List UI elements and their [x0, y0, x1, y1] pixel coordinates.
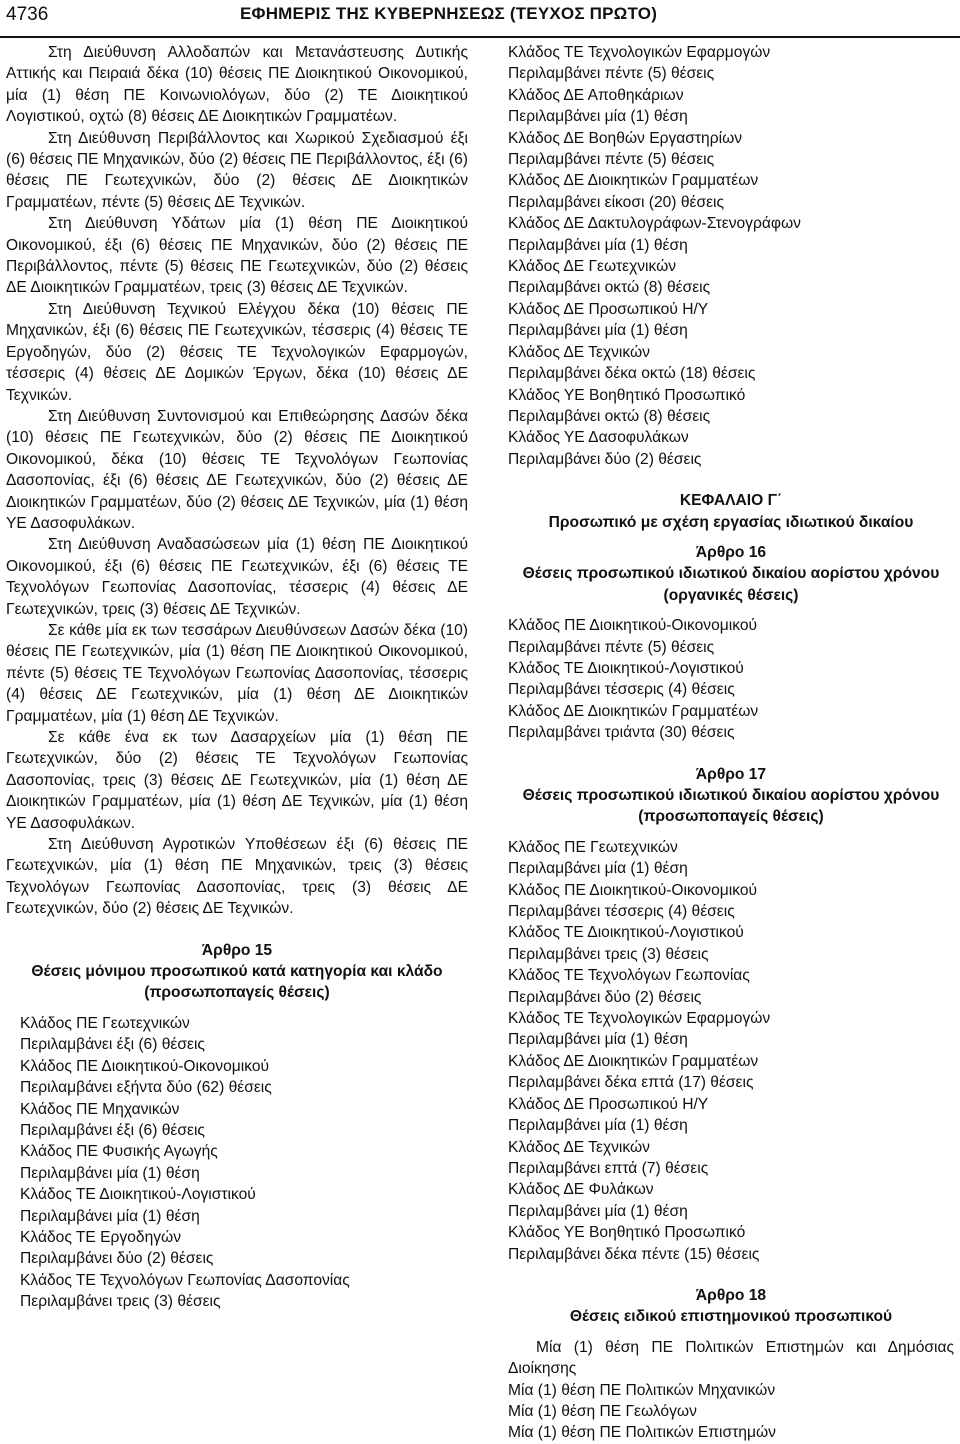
list-item: Περιλαμβάνει δύο (2) θέσεις: [20, 1250, 214, 1268]
list-item: Κλάδος ΔΕ Βοηθών Εργαστηρίων: [508, 129, 743, 147]
list-item: Κλάδος ΔΕ Διοικητικών Γραμματέων: [508, 172, 759, 190]
list-item: Περιλαμβάνει μία (1) θέση: [20, 1164, 200, 1182]
list-item: Κλάδος ΠΕ Γεωτεχνικών: [20, 1014, 190, 1032]
list-item: Κλάδος ΔΕ Διοικητικών Γραμματέων: [508, 1052, 759, 1070]
list-item: Μία (1) θέση ΠΕ Γεωλόγων: [508, 1402, 697, 1420]
journal-title: ΕΦΗΜΕΡΙΣ ΤΗΣ ΚΥΒΕΡΝΗΣΕΩΣ (ΤΕΥΧΟΣ ΠΡΩΤΟ): [240, 4, 658, 23]
chapter-title: ΚΕΦΑΛΑΙΟ Γ΄: [679, 492, 783, 510]
list-item: Περιλαμβάνει είκοσι (20) θέσεις: [508, 193, 724, 211]
list-item: Περιλαμβάνει μία (1) θέση: [20, 1207, 200, 1225]
list-item: Περιλαμβάνει τέσσερις (4) θέσεις: [508, 681, 735, 699]
list-item: Περιλαμβάνει πέντε (5) θέσεις: [508, 638, 715, 656]
list-item: Περιλαμβάνει μία (1) θέση: [508, 860, 688, 878]
page-header: [0, 0, 960, 38]
list-item: Περιλαμβάνει μία (1) θέση: [508, 1202, 688, 1220]
list-item: Κλάδος ΠΕ Γεωτεχνικών: [508, 838, 678, 856]
list-item: Περιλαμβάνει δέκα επτά (17) θέσεις: [508, 1074, 754, 1092]
list-item: Κλάδος ΔΕ Προσωπικού Η/Υ: [508, 300, 709, 318]
list-item: Κλάδος ΤΕ Τεχνολογικών Εφαρμογών: [508, 1010, 771, 1028]
list-item: Περιλαμβάνει έξι (6) θέσεις: [20, 1121, 205, 1139]
chapter-subtitle: Προσωπικό με σχέση εργασίας ιδιωτικού δικαίου: [548, 513, 914, 531]
list-item: Κλάδος ΔΕ Διοικητικών Γραμματέων: [508, 702, 759, 720]
list-item: Κλάδος ΔΕ Τεχνικών: [508, 343, 650, 361]
list-item: Περιλαμβάνει μία (1) θέση: [508, 322, 688, 340]
paragraph: Στη Διεύθυνση Τεχνικού Ελέγχου δέκα (10) θέσεις ΠΕ Μηχανικών, έξι (6) θέσεις ΠΕ Γεωτεχνικών, τέσσερις (4) θέσεις ΤΕ Εργοδηγών, δύο (2) θέσεις ΤΕ Τεχνολογικών Εφαρμογών, τέσσερις (4) θέσεις ΔΕ Δομικών Έργων, δέκα (10) θέσεις ΔΕ Τεχνικών.: [6, 300, 468, 404]
list-item: Κλάδος ΤΕ Διοικητικού-Λογιστικού: [508, 659, 744, 677]
list-item: Κλάδος ΔΕ Γεωτεχνικών: [508, 258, 677, 276]
list-item: Περιλαμβάνει τέσσερις (4) θέσεις: [508, 903, 735, 921]
list-item: Περιλαμβάνει οκτώ (8) θέσεις: [508, 279, 711, 297]
list-item: Κλάδος ΤΕ Τεχνολόγων Γεωπονίας Δασοπονίας: [20, 1271, 350, 1289]
list-item: Περιλαμβάνει τρεις (3) θέσεις: [508, 945, 709, 963]
list-item: Περιλαμβάνει δύο (2) θέσεις: [508, 450, 702, 468]
paragraph: Στη Διεύθυνση Αναδασώσεων μία (1) θέση ΠΕ Διοικητικού Οικονομικού, έξι (6) θέσεις ΠΕ Γεωτεχνικών, έξι (6) θέσεις ΤΕ Τεχνολόγων Γεωπονίας Δασοπονίας, τέσσερις (4) θέσεις ΔΕ Γεωτεχνικών, τρεις (3) θέσεις ΔΕ Τεχνικών.: [6, 536, 468, 618]
list-item: Περιλαμβάνει δύο (2) θέσεις: [508, 988, 702, 1006]
paragraph: Στη Διεύθυνση Περιβάλλοντος και Χωρικού Σχεδιασμού έξι (6) θέσεις ΠΕ Μηχανικών, δύο (2) θέσεις ΠΕ Περιβάλλοντος, έξι (6) θέσεις ΠΕ Γεωτεχνικών, δύο (2) θέσεις ΔΕ Διοικητικών Γραμματέων, πέντε (5) θέσεις ΔΕ Τεχνικών.: [6, 129, 468, 211]
list-item: Κλάδος ΠΕ Διοικητικού-Οικονομικού: [508, 617, 758, 635]
article-16-subtitle: Θέσεις προσωπικού ιδιωτικού δικαίου αορίστου χρόνου (οργανικές θέσεις): [522, 565, 940, 604]
page-number: 4736: [6, 4, 49, 25]
paragraph: Σε κάθε ένα εκ των Δασαρχείων μία (1) θέση ΠΕ Γεωτεχνικών, δύο (2) θέσεις ΤΕ Τεχνολόγων Γεωπονίας Δασοπονίας, τρεις (3) θέσεις ΔΕ Γεωτεχνικών, μία (1) θέση ΔΕ Διοικητικών Γραμματέων, μία (1) θέση ΔΕ Τεχνικών, μία (1) θέση ΥΕ Δασοφυλάκων.: [6, 729, 468, 832]
list-item: Κλάδος ΔΕ Φυλάκων: [508, 1181, 654, 1199]
paragraph: Στη Διεύθυνση Συντονισμού και Επιθεώρησης Δασών δέκα (10) θέσεις ΠΕ Γεωτεχνικών, δύο (2) θέσεις ΠΕ Διοικητικού Οικονομικού, δέκα (10) θέσεις ΤΕ Τεχνολόγων Γεωπονίας Δασοπονίας, έξι (6) θέσεις ΔΕ Γεωτεχνικών, δύο (2) θέσεις ΔΕ Διοικητικών Γραμματέων, δύο (2) θέσεις ΔΕ Τεχνικών, μία (1) θέση ΥΕ Δασοφυλάκων.: [6, 407, 468, 532]
list-item: Περιλαμβάνει μία (1) θέση: [508, 1117, 688, 1135]
article-15-title: Άρθρο 15: [201, 941, 273, 959]
list-item: Περιλαμβάνει πέντε (5) θέσεις: [508, 65, 715, 83]
list-item: Κλάδος ΤΕ Εργοδηγών: [20, 1228, 182, 1246]
list-item: Μία (1) θέση ΠΕ Πολιτικών Επιστημών: [508, 1424, 776, 1442]
list-item: Περιλαμβάνει μία (1) θέση: [508, 1031, 688, 1049]
list-item: Περιλαμβάνει οκτώ (8) θέσεις: [508, 407, 711, 425]
list-item: Κλάδος ΤΕ Τεχνολόγων Γεωπονίας: [508, 967, 750, 985]
list-item: Μία (1) θέση ΠΕ Πολιτικών Μηχανικών: [508, 1381, 776, 1399]
list-item: Περιλαμβάνει έξι (6) θέσεις: [20, 1036, 205, 1054]
list-item: Κλάδος ΥΕ Βοηθητικό Προσωπικό: [508, 1224, 746, 1242]
left-column: [6, 42, 468, 1313]
list-item: Περιλαμβάνει πέντε (5) θέσεις: [508, 151, 715, 169]
list-item: Κλάδος ΔΕ Προσωπικού Η/Υ: [508, 1095, 709, 1113]
article-16-title: Άρθρο 16: [695, 543, 767, 561]
list-item: Κλάδος ΠΕ Φυσικής Αγωγής: [20, 1143, 218, 1161]
list-item: Περιλαμβάνει εξήντα δύο (62) θέσεις: [20, 1079, 272, 1097]
article-17-subtitle: Θέσεις προσωπικού ιδιωτικού δικαίου αορίστου χρόνου (προσωποπαγείς θέσεις): [522, 787, 940, 826]
list-item: Περιλαμβάνει δέκα πέντε (15) θέσεις: [508, 1245, 760, 1263]
list-item: Κλάδος ΠΕ Διοικητικού-Οικονομικού: [508, 881, 758, 899]
article-15-subtitle: Θέσεις μόνιμου προσωπικού κατά κατηγορία και κλάδο (προσωποπαγείς θέσεις): [31, 963, 443, 1002]
list-item: Κλάδος ΔΕ Τεχνικών: [508, 1138, 650, 1156]
list-item: Κλάδος ΠΕ Διοικητικού-Οικονομικού: [20, 1057, 270, 1075]
paragraph: Στη Διεύθυνση Αλλοδαπών και Μετανάστευσης Δυτικής Αττικής και Πειραιά δέκα (10) θέσεις ΠΕ Διοικητικού Οικονομικού, μία (1) θέση ΠΕ Κοινωνιολόγων, δύο (2) ΤΕ Διοικητικού Λογιστικού, οχτώ (8) θέσεις ΔΕ Διοικητικών Γραμματέων.: [6, 44, 468, 126]
list-item: Περιλαμβάνει τριάντα (30) θέσεις: [508, 724, 735, 742]
article-18-subtitle: Θέσεις ειδικού επιστημονικού προσωπικού: [569, 1308, 893, 1326]
list-item: Κλάδος ΤΕ Διοικητικού-Λογιστικού: [20, 1186, 256, 1204]
paragraph: Στη Διεύθυνση Αγροτικών Υποθέσεων έξι (6) θέσεις ΠΕ Γεωτεχνικών, μία (1) θέση ΠΕ Μηχανικών, τρεις (3) θέσεις Τεχνολόγων Γεωπονίας Δασοπονίας, τρεις (3) θέσεις ΔΕ Γεωτεχνικών, δύο (2) θέσεις ΔΕ Τεχνικών.: [6, 836, 468, 918]
list-item: Κλάδος ΔΕ Αποθηκάριων: [508, 86, 684, 104]
list-item: Περιλαμβάνει μία (1) θέση: [508, 236, 688, 254]
list-item: Κλάδος ΥΕ Βοηθητικό Προσωπικό: [508, 386, 746, 404]
list-item: Κλάδος ΔΕ Δακτυλογράφων-Στενογράφων: [508, 215, 801, 233]
list-item: Κλάδος ΥΕ Δασοφυλάκων: [508, 429, 689, 447]
paragraph: Μία (1) θέση ΠΕ Πολιτικών Επιστημών και Δημόσιας Διοίκησης: [508, 1338, 954, 1378]
list-item: Κλάδος ΠΕ Μηχανικών: [20, 1100, 180, 1118]
paragraph: Στη Διεύθυνση Υδάτων μία (1) θέση ΠΕ Διοικητικού Οικονομικού, έξι (6) θέσεις ΠΕ Μηχανικών, δύο (2) θέσεις ΠΕ Περιβάλλοντος, πέντε (5) θέσεις ΠΕ Γεωτεχνικών, δύο (2) θέσεις ΔΕ Διοικητικών Γραμματέων, τρεις (3) θέσεις ΔΕ Τεχνικών.: [6, 215, 468, 297]
right-column: [508, 42, 954, 1444]
article-17-title: Άρθρο 17: [695, 765, 767, 783]
list-item: Περιλαμβάνει μία (1) θέση: [508, 108, 688, 126]
article-18-title: Άρθρο 18: [695, 1286, 767, 1304]
list-item: Περιλαμβάνει επτά (7) θέσεις: [508, 1159, 709, 1177]
list-item: Περιλαμβάνει τρεις (3) θέσεις: [20, 1293, 221, 1311]
list-item: Περιλαμβάνει δέκα οκτώ (18) θέσεις: [508, 365, 756, 383]
list-item: Κλάδος ΤΕ Τεχνολογικών Εφαρμογών: [508, 44, 771, 61]
paragraph: Σε κάθε μία εκ των τεσσάρων Διευθύνσεων Δασών δέκα (10) θέσεις ΠΕ Γεωτεχνικών, μία (1) θέση ΠΕ Διοικητικού Οικονομικού, πέντε (5) θέσεις ΤΕ Τεχνολόγων Γεωπονίας Δασοπονίας, τέσσερις (4) θέσεις ΔΕ Γεωτεχνικών, μία (1) θέση ΔΕ Διοικητικών Γραμματέων, μία (1) θέση ΔΕ Τεχνικών.: [6, 621, 468, 725]
list-item: Κλάδος ΤΕ Διοικητικού-Λογιστικού: [508, 924, 744, 942]
